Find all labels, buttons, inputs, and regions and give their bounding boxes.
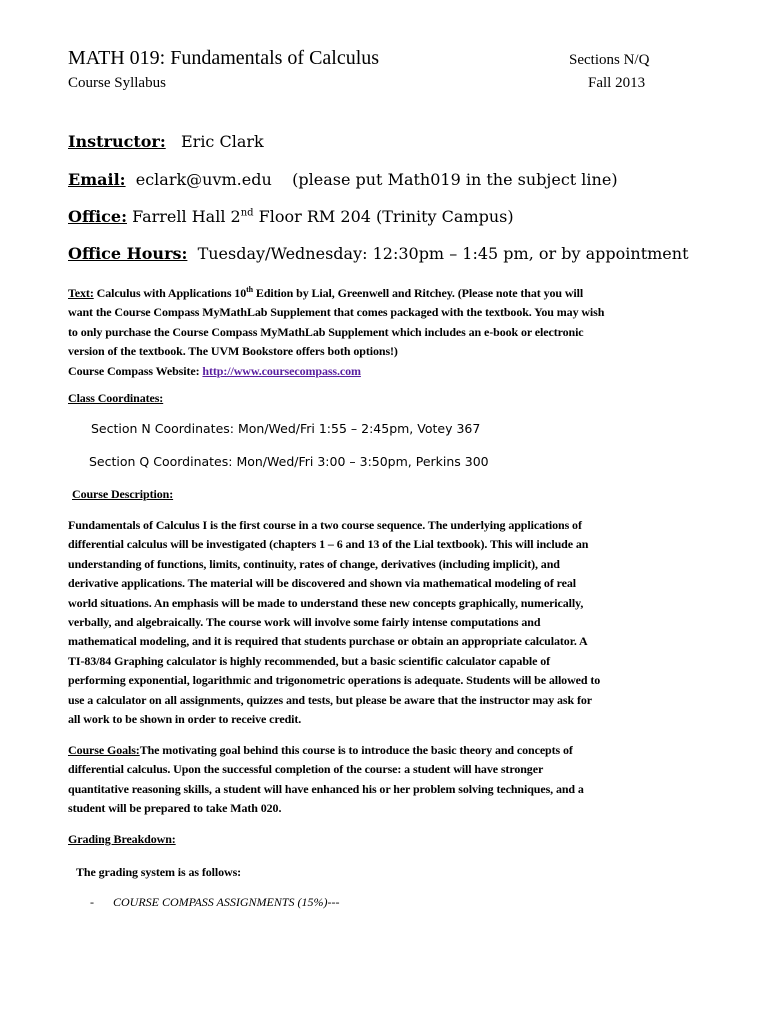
- text-line1-sup: th: [246, 285, 254, 294]
- course-goals-body: [68, 741, 698, 819]
- text-line4: version of the textbook. The UVM Bookstore offers both options!): [68, 344, 398, 359]
- grading-bullet: -: [90, 895, 94, 909]
- description-line: differential calculus will be investigated (chapters 1 – 6 and 13 of the Lial textbook). This will include an: [68, 537, 589, 552]
- website-link[interactable]: http://www.coursecompass.com: [202, 363, 361, 378]
- goals-line: quantitative reasoning skills, a student will have enhanced his or her problem solving techniques, and a: [68, 781, 584, 796]
- course-title: MATH 019: Fundamentals of Calculus: [68, 47, 380, 69]
- text-line3: to only purchase the Course Compass MyMathLab Supplement which includes an e-book or electronic: [68, 324, 584, 339]
- goals-line: student will be prepared to take Math 020.: [68, 801, 282, 816]
- instructor-row: [68, 132, 264, 151]
- office-value-post: Floor RM 204 (Trinity Campus): [253, 207, 514, 226]
- grading-label: Grading Breakdown:: [68, 832, 176, 846]
- email-note: (please put Math019 in the subject line): [292, 170, 618, 189]
- class-coordinates-heading: [68, 389, 698, 408]
- office-hours-value: Tuesday/Wednesday: 12:30pm – 1:45 pm, or by appointment: [197, 244, 689, 263]
- description-line: use a calculator on all assignments, quizzes and tests, but please be aware that the instructor may ask for: [68, 692, 592, 707]
- course-subtitle: Course Syllabus: [68, 75, 166, 91]
- description-line: verbally, and algebraically. The course work will involve some fairly intense computations and: [68, 615, 541, 630]
- description-line: understanding of functions, limits, continuity, rates of change, derivatives (including implicit), and: [68, 556, 560, 571]
- email-row: [68, 170, 618, 189]
- email-address[interactable]: eclark@uvm.edu: [135, 170, 272, 189]
- grading-item-course-compass: COURSE COMPASS ASSIGNMENTS (15%)---: [113, 895, 340, 909]
- office-hours-row: [68, 244, 689, 263]
- office-row: [68, 207, 514, 226]
- sections-label: Sections N/Q: [569, 52, 650, 68]
- description-line: Fundamentals of Calculus I is the first course in a two course sequence. The underlying applications of: [68, 518, 582, 532]
- description-line: performing exponential, logarithmic and trigonometric operations is adequate. Students will be allowed to: [68, 673, 601, 688]
- class-coordinates-label: Class Coordinates:: [68, 391, 164, 405]
- course-description-label: Course Description:: [72, 487, 174, 501]
- description-line: world situations. An emphasis will be made to understand these new concepts graphically, numerically,: [68, 595, 584, 610]
- office-sup: nd: [240, 207, 254, 219]
- office-hours-label: Office Hours:: [68, 244, 188, 263]
- text-label: Text:: [68, 286, 94, 300]
- grading-heading: [68, 830, 698, 849]
- website-label: Course Compass Website:: [68, 363, 203, 378]
- section-n-coordinates: Section N Coordinates: Mon/Wed/Fri 1:55 – 2:45pm, Votey 367: [91, 421, 481, 436]
- instructor-name: Eric Clark: [180, 132, 264, 151]
- course-description-heading: [72, 485, 702, 504]
- term-label: Fall 2013: [588, 75, 646, 91]
- course-description-body: [68, 516, 698, 729]
- text-line1-post: Edition by Lial, Greenwell and Ritchey. (Please note that you will: [253, 286, 584, 300]
- description-line: derivative applications. The material will be discovered and shown via mathematical modeling of real: [68, 576, 576, 591]
- course-goals-line1: The motivating goal behind this course is to introduce the basic theory and concepts of: [139, 743, 573, 757]
- office-label: Office:: [68, 207, 127, 226]
- grading-intro: The grading system is as follows:: [76, 865, 242, 879]
- text-section: [68, 280, 698, 381]
- description-line: mathematical modeling, and it is required that students purchase or obtain an appropriate calculator. A: [68, 634, 588, 649]
- description-line: TI-83/84 Graphing calculator is highly recommended, but a basic scientific calculator capable of: [68, 653, 551, 668]
- text-line2: want the Course Compass MyMathLab Supplement that comes packaged with the textbook. You may wish: [68, 305, 605, 320]
- instructor-label: Instructor:: [68, 132, 166, 151]
- section-q-coordinates: Section Q Coordinates: Mon/Wed/Fri 3:00 – 3:50pm, Perkins 300: [89, 454, 489, 469]
- course-goals-label: Course Goals:: [68, 743, 140, 757]
- grading-intro-row: [76, 863, 706, 882]
- office-value-pre: Farrell Hall 2: [132, 207, 241, 226]
- email-label: Email:: [68, 170, 126, 189]
- text-line1-pre: Calculus with Applications 10: [93, 286, 247, 300]
- description-line: all work to be shown in order to receive credit.: [68, 712, 302, 727]
- goals-line: differential calculus. Upon the successful completion of the course: a student will have stronger: [68, 762, 544, 777]
